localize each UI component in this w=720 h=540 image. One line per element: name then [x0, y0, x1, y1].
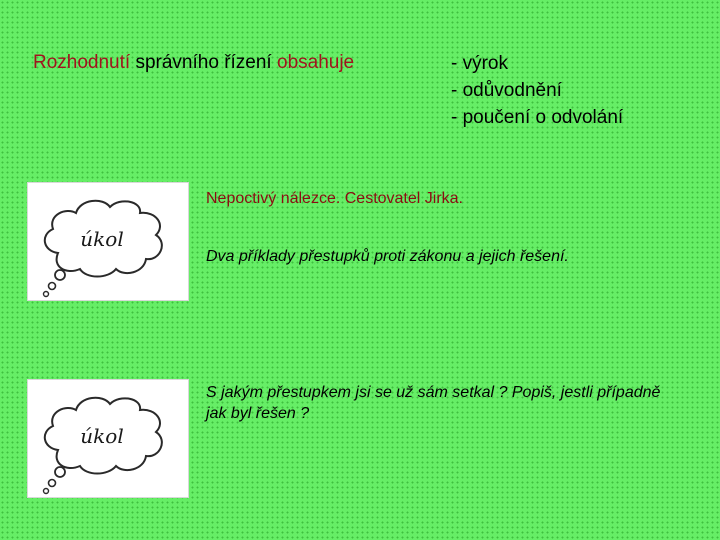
header-word-spravniho: správního řízení [135, 52, 272, 73]
task-2-text: S jakým přestupkem jsi se už sám setkal ? Popiš, jestli případně jak byl řešen ? [206, 384, 661, 422]
task-1-text: Dva příklady přestupků proti zákonu a jejich řešení. [206, 248, 569, 265]
decision-parts-list [451, 50, 623, 131]
header-word-obsahuje: obsahuje [277, 52, 355, 73]
task-card-2 [27, 379, 189, 498]
slide-header [33, 50, 354, 75]
ukol-label: úkol [80, 227, 124, 251]
thought-bubble-icon [28, 183, 188, 300]
ukol-label: úkol [80, 424, 124, 448]
thought-bubble-icon [28, 380, 188, 497]
header-word-rozhodnuti: Rozhodnutí [33, 52, 131, 73]
list-item-pouceni: - poučení o odvolání [451, 107, 624, 128]
list-item-vyrok: - výrok [451, 53, 508, 74]
task-card-1 [27, 182, 189, 301]
list-item-oduvodneni: - odůvodnění [451, 80, 562, 101]
task-1-title: Nepoctivý nálezce. Cestovatel Jirka. [206, 190, 463, 207]
